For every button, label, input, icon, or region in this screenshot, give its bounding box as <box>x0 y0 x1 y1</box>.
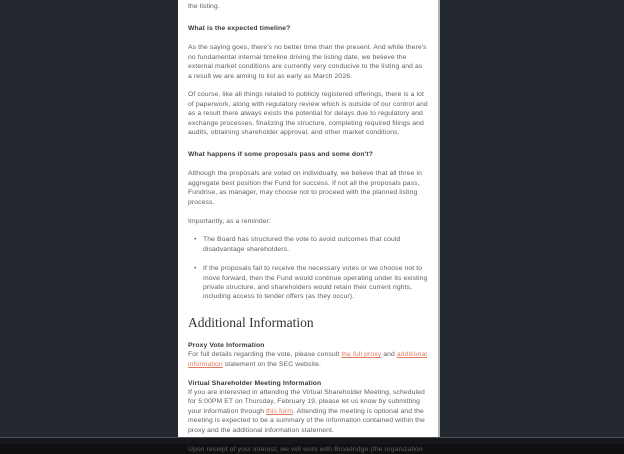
paragraph <box>188 388 428 435</box>
paragraph: Although the proposals are voted on individually, we believe that all three in aggregate best position the Fund for success. If not all the proposals pass, Fundrise, as manager, may choose not to proceed with the planned listing process. <box>188 170 423 206</box>
subsection-heading: Virtual Shareholder Meeting Information <box>188 379 322 387</box>
text-segment: . Attending the meeting is optional and the meeting is expected to be a summary of the information contained within the proxy and the additional information statement. <box>188 407 425 434</box>
bullet-item: • If the proposals fail to receive the necessary votes or we choose not to move forward, then the Fund would continue operating under its existing private structure, and shareholders would retain their current rights, including access to tender offers (as they occur). <box>194 264 428 302</box>
bullet-item: • The Board has structured the vote to avoid outcomes that could disadvantage shareholders. <box>194 235 428 254</box>
paragraph <box>188 350 428 369</box>
bullet-list <box>194 235 428 301</box>
additional-information-link[interactable]: additional information <box>188 351 427 368</box>
page-scrollbar-edge[interactable] <box>438 0 440 437</box>
paragraph: Importantly, as a reminder: <box>188 217 272 225</box>
email-document <box>178 0 438 453</box>
question-heading: What happens if some proposals pass and some don't? <box>188 151 373 159</box>
section-heading: Additional Information <box>188 314 314 330</box>
question-heading: What is the expected timeline? <box>188 25 291 33</box>
paragraph: the listing. <box>188 3 220 10</box>
full-proxy-link[interactable]: the full proxy <box>341 351 382 359</box>
paragraph: Upon receipt of your interest, we will work with Broadridge (the organization <box>188 445 423 453</box>
bottom-letterbox <box>0 437 624 444</box>
paragraph: As the saying goes, there's no better time than the present. And while there's no fundamental internal timeline driving the listing date, we believe the external market conditions are currently very conducive to the listing and as a result we are aiming to list as early as March 2026. <box>188 44 427 80</box>
paragraph: Of course, like all things related to publicly registered offerings, there is a lot of paperwork, along with regulatory review which is outside of our control and as a result there always exists the potential for delays due to regulatory and exchange processes, finalizing the structure, completing required filings and audits, obtaining shareholder approval, and other market conditions. <box>188 91 428 137</box>
text-segment: and <box>381 351 397 359</box>
text-segment: statement on the SEC website. <box>222 360 321 368</box>
text-segment: For full details regarding the vote, please consult <box>188 351 342 359</box>
text-segment: If you are interested in attending the Virtual Shareholder Meeting, scheduled for 5:00PM ET on Thursday, February 19, please let us know by submitting your information through <box>188 388 425 415</box>
subsection-heading: Proxy Vote Information <box>188 341 265 349</box>
meeting-interest-form-link[interactable]: this form <box>266 407 294 415</box>
